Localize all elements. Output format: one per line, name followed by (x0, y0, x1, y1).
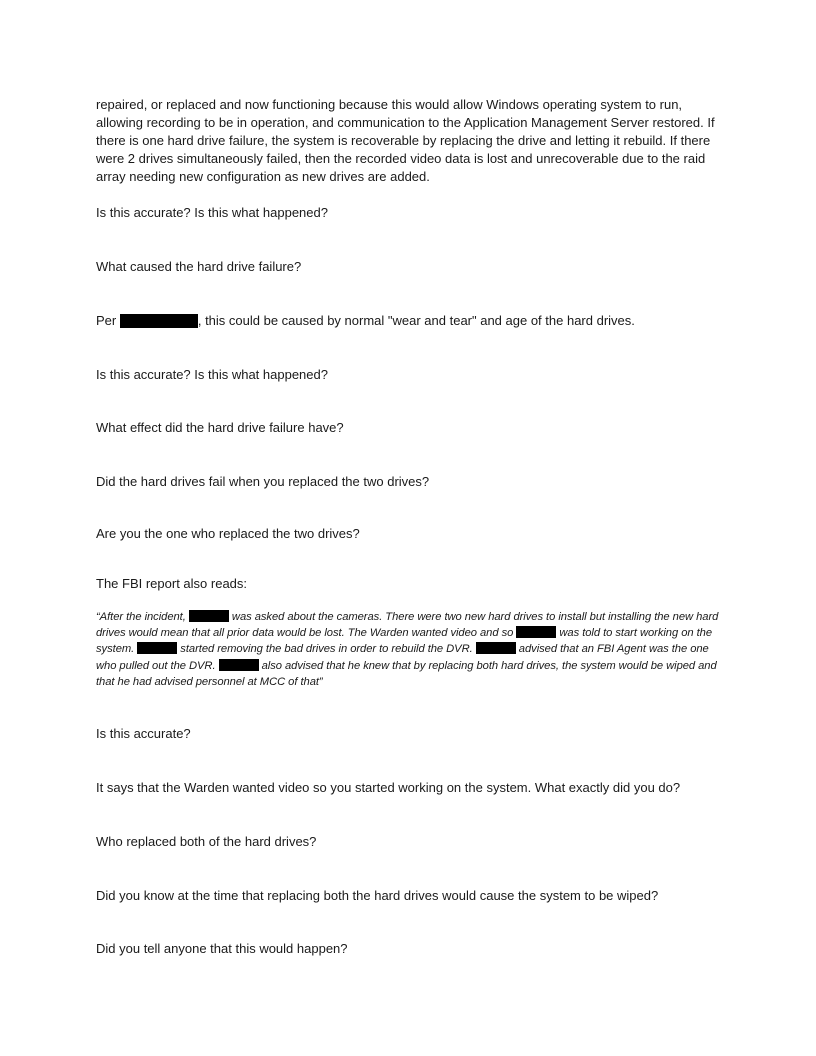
question-told-anyone: Did you tell anyone that this would happen? (96, 941, 348, 956)
quote-segment: was asked about the cameras. There were two new hard drives to install but installing the new hard drives would mean that all prior data would be lost. The Warden wanted video and so (96, 611, 719, 640)
question-knew-wiped: Did you know at the time that replacing both the hard drives would cause the system to be wiped? (96, 888, 659, 903)
per-suffix: , this could be caused by normal "wear and tear" and age of the hard drives. (197, 313, 635, 328)
question-effect: What effect did the hard drive failure have? (96, 420, 344, 435)
question-who-replaced: Are you the one who replaced the two drives? (96, 526, 360, 541)
quote-segment: was told to start working on the system. (96, 627, 713, 656)
question-fail-replaced: Did the hard drives fail when you replaced the two drives? (96, 474, 430, 489)
question-cause: What caused the hard drive failure? (96, 259, 302, 274)
quote-segment: also advised that he knew that by replacing both hard drives, the system would be wiped and that he had advised personnel at MCC of that” (96, 659, 717, 688)
quote-segment: “After the incident, (96, 611, 189, 623)
redaction-box (516, 626, 556, 638)
question-accuracy-3: Is this accurate? (96, 726, 191, 741)
fbi-report-intro: The FBI report also reads: (96, 576, 248, 591)
per-statement (96, 312, 720, 330)
redaction-box (476, 642, 516, 654)
question-accuracy-1: Is this accurate? Is this what happened? (96, 205, 328, 220)
question-who-replaced-both: Who replaced both of the hard drives? (96, 834, 317, 849)
per-prefix: Per (96, 313, 120, 328)
quote-segment: advised that an FBI Agent was the one who pulled out the DVR. (96, 643, 709, 672)
question-accuracy-2: Is this accurate? Is this what happened? (96, 367, 328, 382)
redaction-box (189, 610, 229, 622)
redaction-box (137, 642, 177, 654)
redaction-box (120, 314, 198, 328)
intro-paragraph: repaired, or replaced and now functioning because this would allow Windows operating system to run, allowing recording to be in operation, and communication to the Application Management Server restored. If there is one hard drive failure, the system is recoverable by replacing the drive and letting it rebuild. If there were 2 drives simultaneously failed, then the recorded video data is lost and unrecoverable due to the raid array needing new configuration as new drives are added. (96, 97, 715, 184)
question-what-did-you-do: It says that the Warden wanted video so you started working on the system. What exactly did you do? (96, 780, 681, 795)
redaction-box (219, 659, 259, 671)
quote-segment: started removing the bad drives in order to rebuild the DVR. (177, 643, 476, 656)
fbi-report-quote (96, 609, 722, 690)
